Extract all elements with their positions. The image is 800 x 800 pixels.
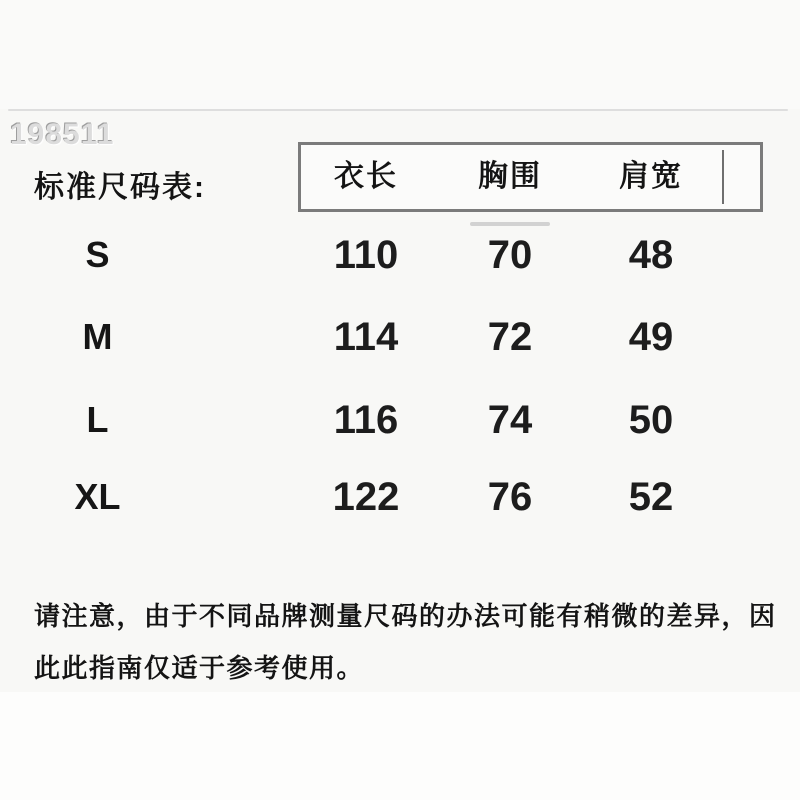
- table-cell-chest: 72: [487, 315, 533, 359]
- table-cell-chest: 74: [487, 398, 533, 442]
- size-label: M: [82, 316, 113, 357]
- size-label: S: [85, 234, 110, 275]
- table-cell-shoulder: 49: [628, 315, 674, 359]
- page-title: 标准尺码表:: [34, 171, 206, 204]
- table-cell-garment-length: 116: [333, 398, 399, 442]
- bottom-background-strip: [0, 692, 800, 800]
- table-row-xl: [0, 474, 800, 520]
- table-cell-garment-length: 122: [332, 475, 400, 519]
- table-row-s: [0, 232, 800, 278]
- table-cell-shoulder: 48: [628, 233, 674, 277]
- chest-column-underline: [470, 222, 550, 226]
- note-line-2: 此此指南仅适于参考使用。: [34, 653, 365, 683]
- table-cell-shoulder: 52: [628, 475, 674, 519]
- table-header-row: [0, 154, 800, 200]
- note-line-1: 请注意，由于不同品牌测量尺码的办法可能有稍微的差异，因: [34, 601, 777, 631]
- disclaimer-note: [34, 590, 779, 694]
- table-cell-garment-length: 110: [333, 233, 399, 277]
- table-cell-chest: 76: [487, 475, 533, 519]
- table-row-l: [0, 397, 800, 443]
- table-row-m: [0, 314, 800, 360]
- column-header-chest: 胸围: [478, 160, 542, 193]
- size-label: L: [86, 399, 109, 440]
- top-background-strip: [0, 0, 800, 109]
- table-cell-chest: 70: [487, 233, 533, 277]
- table-cell-shoulder: 50: [628, 398, 674, 442]
- column-header-garment-length: 衣长: [334, 160, 398, 193]
- table-cell-garment-length: 114: [333, 315, 399, 359]
- watermark-number: 198511: [10, 118, 115, 151]
- column-header-shoulder: 肩宽: [619, 160, 683, 193]
- top-divider-line: [8, 109, 788, 111]
- size-label: XL: [74, 476, 121, 517]
